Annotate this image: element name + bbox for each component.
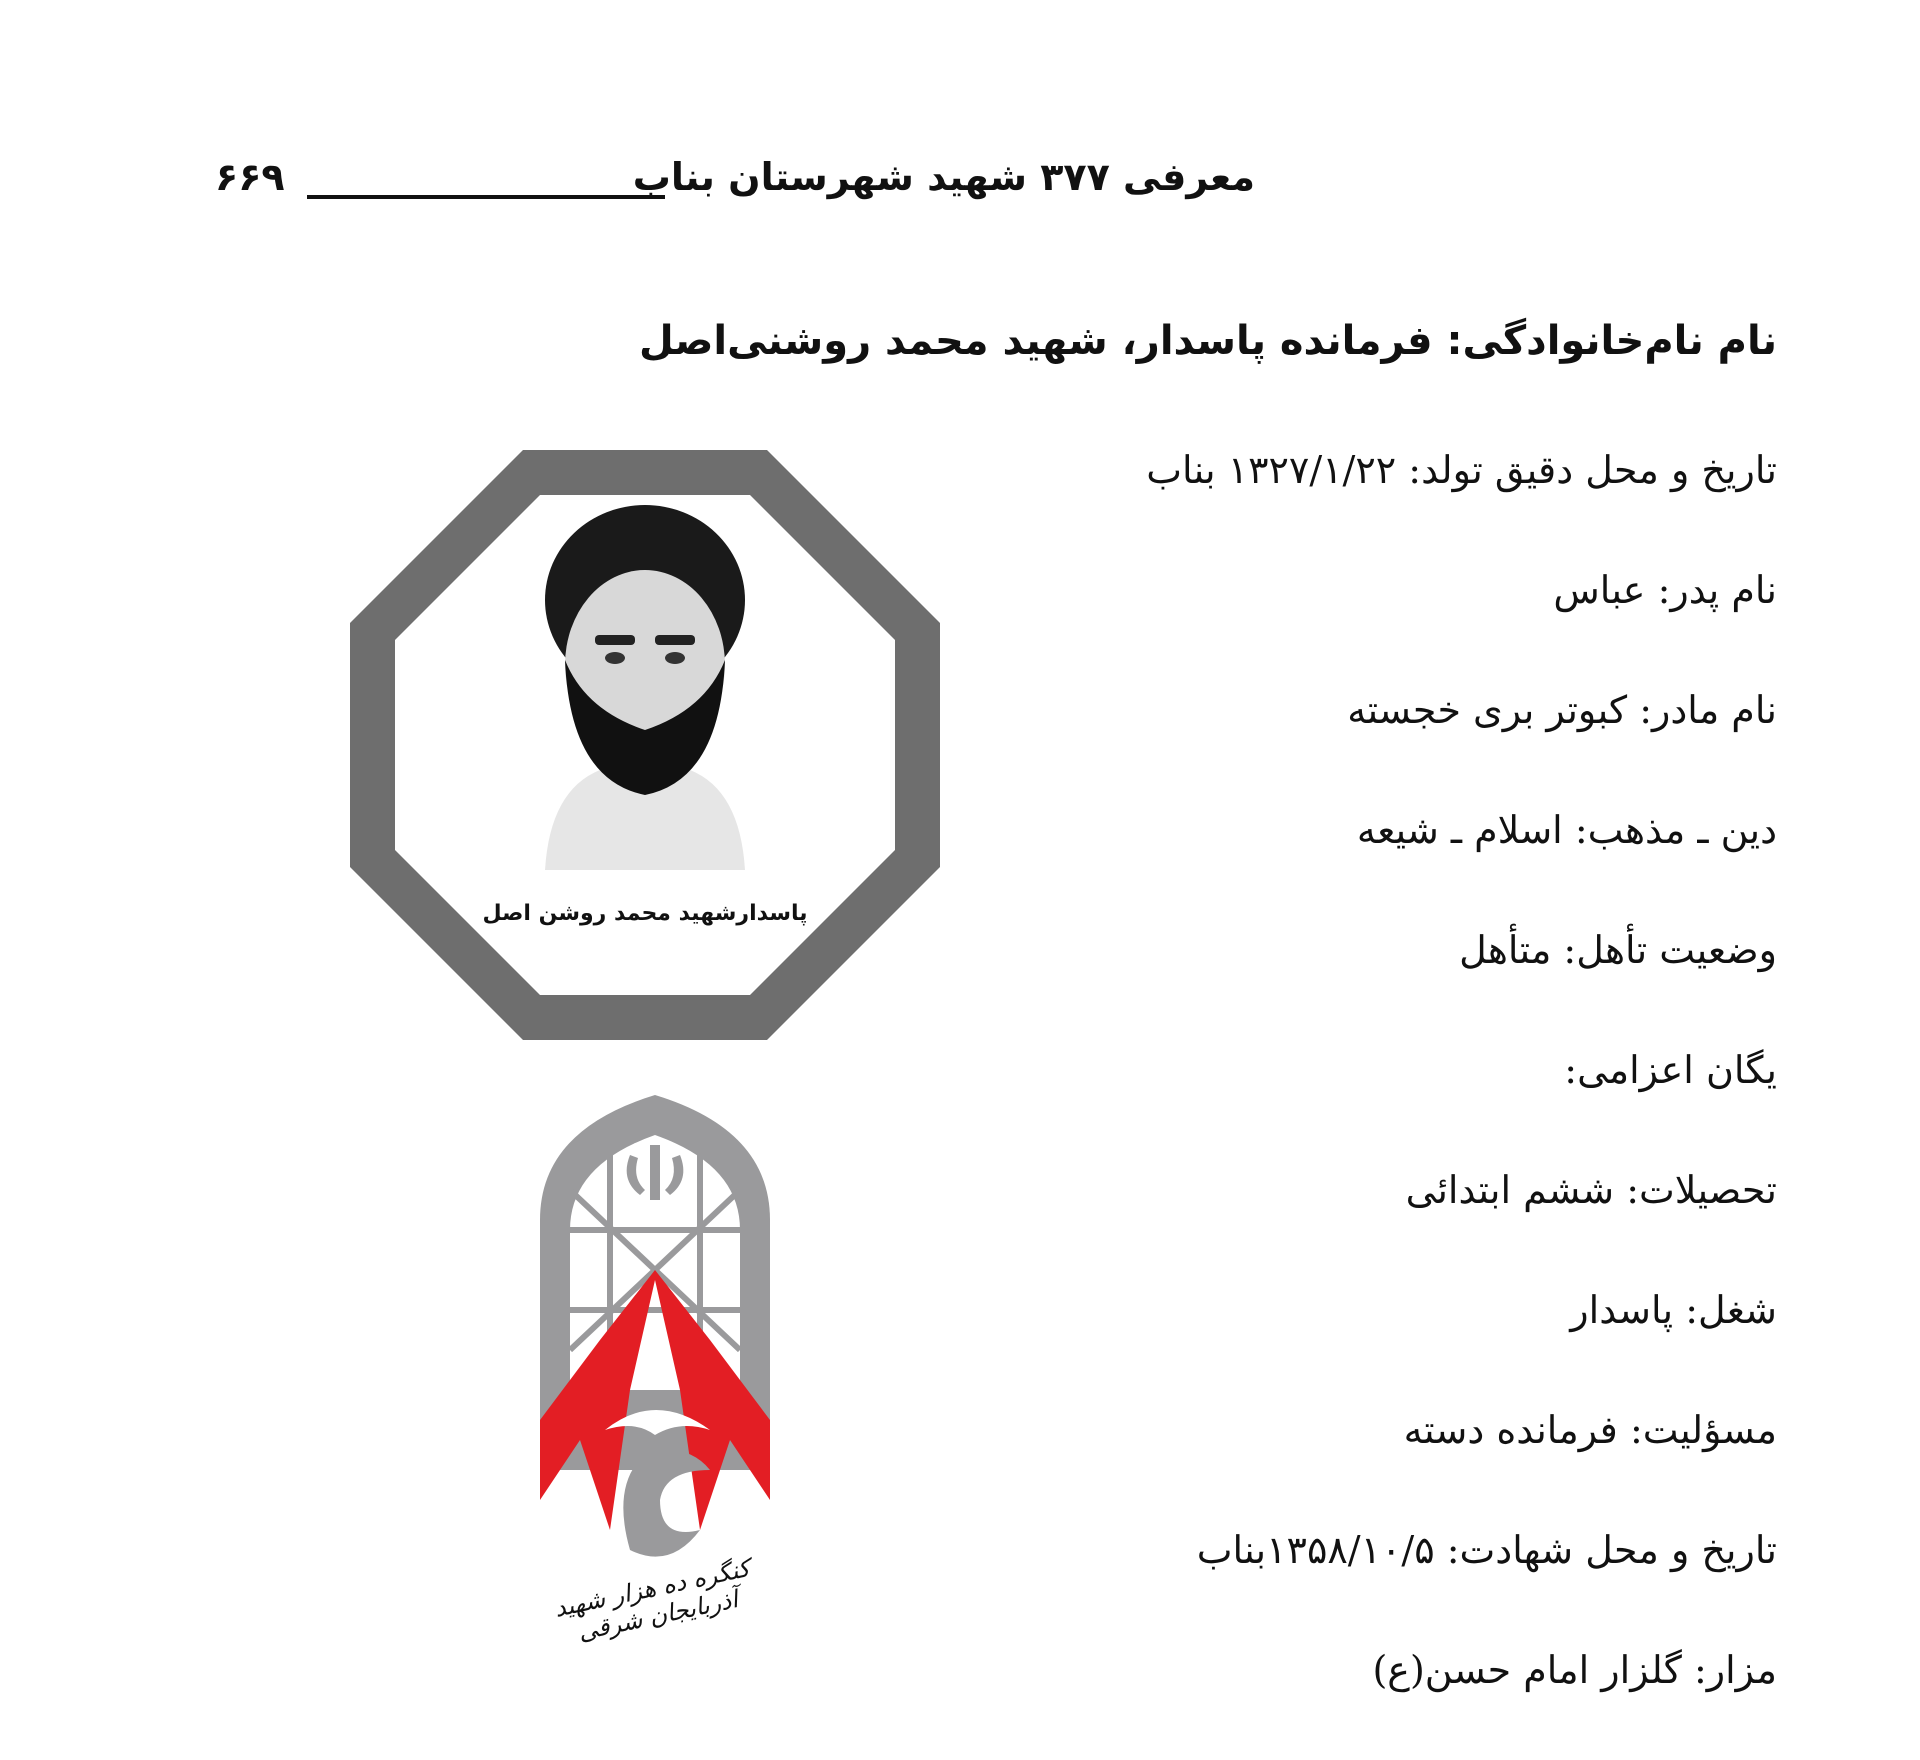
field-birth — [1017, 440, 1777, 560]
portrait-photo — [545, 505, 745, 870]
martyr-name-heading: نام نام‌خانوادگی: فرمانده پاسدار، شهید محمد روشنی‌اصل — [639, 318, 1777, 364]
field-label: تحصیلات: — [1626, 1168, 1777, 1212]
field-label: مزار: — [1693, 1648, 1777, 1692]
logo-caption: کنگره ده هزار شهید آذربایجان شرقی — [551, 1553, 753, 1647]
portrait-frame — [350, 450, 940, 1040]
field-value: فرمانده دسته — [1403, 1408, 1618, 1452]
field-value: کبوتر بری خجسته — [1347, 688, 1628, 732]
field-label: نام مادر: — [1639, 688, 1777, 732]
field-value: متأهل — [1459, 928, 1552, 972]
field-value: پاسدار — [1570, 1288, 1674, 1332]
field-grave — [1017, 1640, 1777, 1760]
header-title: معرفی ۳۷۷ شهید شهرستان بناب — [632, 155, 1255, 199]
congress-logo — [510, 1090, 800, 1650]
field-value: عباس — [1553, 568, 1646, 612]
field-label: دین ـ مذهب: — [1574, 808, 1777, 852]
info-list — [1017, 440, 1777, 1760]
field-marital — [1017, 920, 1777, 1040]
field-label: تاریخ و محل شهادت: — [1446, 1528, 1777, 1572]
logo-emblem — [510, 1090, 800, 1590]
field-martyrdom — [1017, 1520, 1777, 1640]
field-label: نام پدر: — [1657, 568, 1777, 612]
field-value: ششم ابتدائی — [1405, 1168, 1615, 1212]
field-unit — [1017, 1040, 1777, 1160]
field-value: ۱۳۲۷/۱/۲۲ بناب — [1146, 448, 1397, 492]
octagon-portrait — [350, 450, 940, 1040]
field-value: اسلام ـ شیعه — [1356, 808, 1563, 852]
header-rule — [307, 195, 665, 199]
field-mother — [1017, 680, 1777, 800]
field-role — [1017, 1400, 1777, 1520]
portrait-caption: پاسدارشهید محمد روشن اصل — [482, 901, 808, 926]
field-label: یگان اعزامی: — [1564, 1048, 1777, 1092]
field-father — [1017, 560, 1777, 680]
field-value: ۱۳۵۸/۱۰/۵بناب — [1196, 1528, 1435, 1572]
field-label: شغل: — [1685, 1288, 1777, 1332]
field-label: مسؤلیت: — [1629, 1408, 1777, 1452]
field-value: گلزار امام حسن(ع) — [1372, 1648, 1682, 1692]
field-religion — [1017, 800, 1777, 920]
page-header — [215, 155, 1255, 225]
field-education — [1017, 1160, 1777, 1280]
field-job — [1017, 1280, 1777, 1400]
field-label: تاریخ و محل دقیق تولد: — [1408, 448, 1777, 492]
field-label: وضعیت تأهل: — [1563, 928, 1777, 972]
page-number: ۶۶۹ — [215, 155, 285, 199]
